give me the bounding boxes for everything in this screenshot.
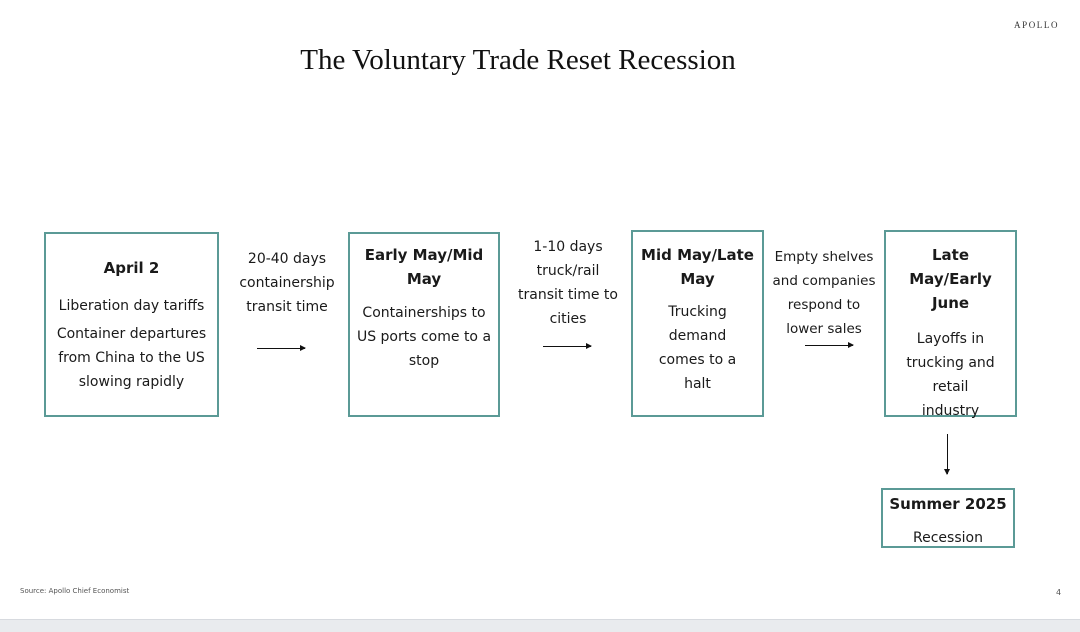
timeline-box-text: Recession (913, 530, 983, 546)
transition-label: Empty shelves and companies respond to lower sales (772, 249, 876, 337)
timeline-box-heading: Late May/Early June (909, 246, 992, 312)
right-arrow-icon (805, 345, 853, 346)
right-arrow-icon (543, 346, 591, 347)
timeline-box-mid-may (631, 230, 764, 417)
down-arrow-icon (947, 434, 948, 474)
timeline-box-text: Container departures from China to the US slowing rapidly (56, 326, 207, 390)
timeline-box-text: Trucking demand comes to a halt (658, 304, 737, 392)
timeline-box-late-may (884, 230, 1017, 417)
timeline-box-april-2 (44, 232, 219, 417)
transition-label: 20-40 days containership transit time (239, 251, 335, 315)
timeline-box-heading: Summer 2025 (889, 495, 1007, 513)
transition-label: 1-10 days truck/rail transit time to cities (518, 239, 618, 327)
timeline-box-summer-2025 (881, 488, 1015, 548)
slide-title: The Voluntary Trade Reset Recession (300, 44, 736, 76)
bottom-strip (0, 619, 1080, 632)
brand-logo-text: APOLLO (1014, 20, 1060, 30)
timeline-box-early-may (348, 232, 500, 417)
page-number: 4 (1056, 588, 1062, 597)
timeline-box-text: Containerships to US ports come to a stop (356, 305, 492, 369)
source-note: Source: Apollo Chief Economist (20, 587, 130, 595)
timeline-box-text: Layoffs in trucking and retail industry (906, 331, 995, 419)
timeline-box-heading: April 2 (103, 259, 160, 277)
right-arrow-icon (257, 348, 305, 349)
timeline-box-text: Liberation day tariffs (58, 298, 205, 314)
timeline-box-heading: Early May/Mid May (364, 246, 484, 288)
timeline-box-heading: Mid May/Late May (641, 246, 754, 288)
